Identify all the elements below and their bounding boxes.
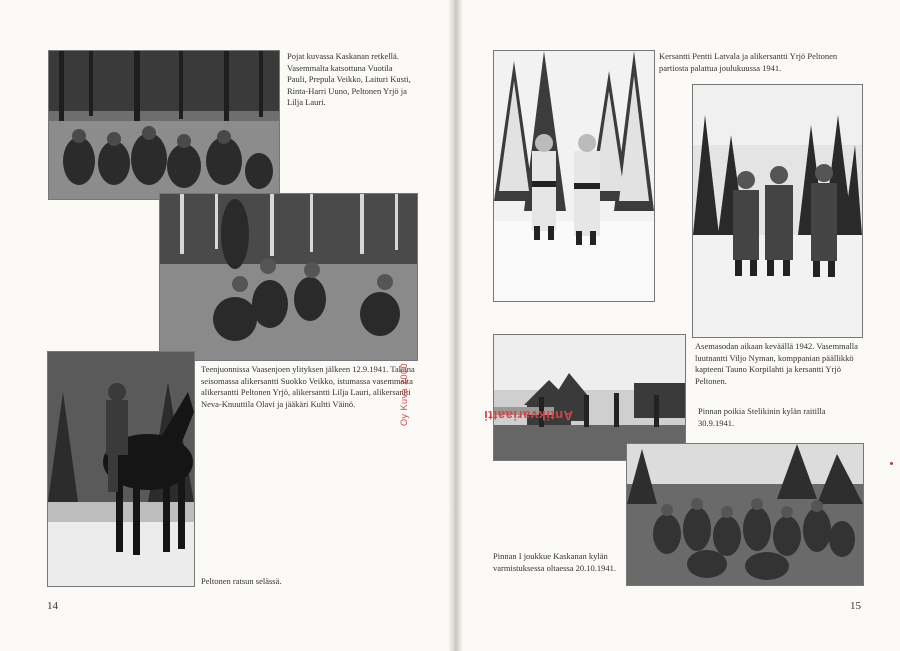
- page-number-left: 14: [47, 600, 58, 612]
- photo-officers-spring: [692, 84, 863, 338]
- photo-village-street: [493, 334, 686, 461]
- photo-soldiers-resting-forest: [48, 50, 280, 200]
- book-gutter: [448, 0, 462, 651]
- watermark-main-text: Antikvariaatti: [483, 408, 573, 423]
- caption-winter-patrol: Kersantti Pentti Latvala ja alikersantti Yrjö Peltonen partiosta palattua joulukuussa 1941.: [659, 51, 838, 73]
- red-speck: [890, 462, 893, 465]
- caption-village: Pinnan poikia Stelikinin kylän raitilla 30.9.1941.: [698, 406, 826, 428]
- photo-winter-patrol: [493, 50, 655, 302]
- photo-soldiers-tea-break: [159, 193, 418, 361]
- caption-group-photo: Pojat kuvassa Kaskanan retkellä. Vasemmalta katsottuna Vuotila Pauli, Prepula Veikko, Laituri Kusti, Rinta-Harri Uuno, Peltonen Yrjö ja Lilja Lauri.: [287, 51, 411, 107]
- photo-soldier-on-horse: [47, 351, 195, 587]
- photo-platoon-group: [626, 443, 864, 586]
- watermark-stamp: [392, 248, 573, 428]
- watermark-sub-text: Oy Kuva 2000: [399, 362, 409, 426]
- caption-platoon: Pinnan I joukkue Kaskanan kylän varmistuksessa oltaessa 20.10.1941.: [493, 551, 616, 573]
- caption-river-crossing: Teenjuonnissa Vaasenjoen ylityksen jälkeen 12.9.1941. Takana seisomassa alikersantti Suokko Veikko, istumassa vasemmalta alikersantti Peltonen Yrjö, alikersantti Lilja Lauri, alikersantti Neva-Knuuttila Olavi ja jääkäri Kultti Väinö.: [201, 364, 415, 409]
- caption-officers: Asemasodan aikaan keväällä 1942. Vasemmalla luutnantti Viljo Nyman, komppanian päällikkö kapteeni Tauno Korpilahti ja kersantti Yrjö Peltonen.: [695, 341, 858, 386]
- caption-horse: Peltonen ratsun selässä.: [201, 576, 282, 586]
- page-number-right: 15: [850, 600, 861, 612]
